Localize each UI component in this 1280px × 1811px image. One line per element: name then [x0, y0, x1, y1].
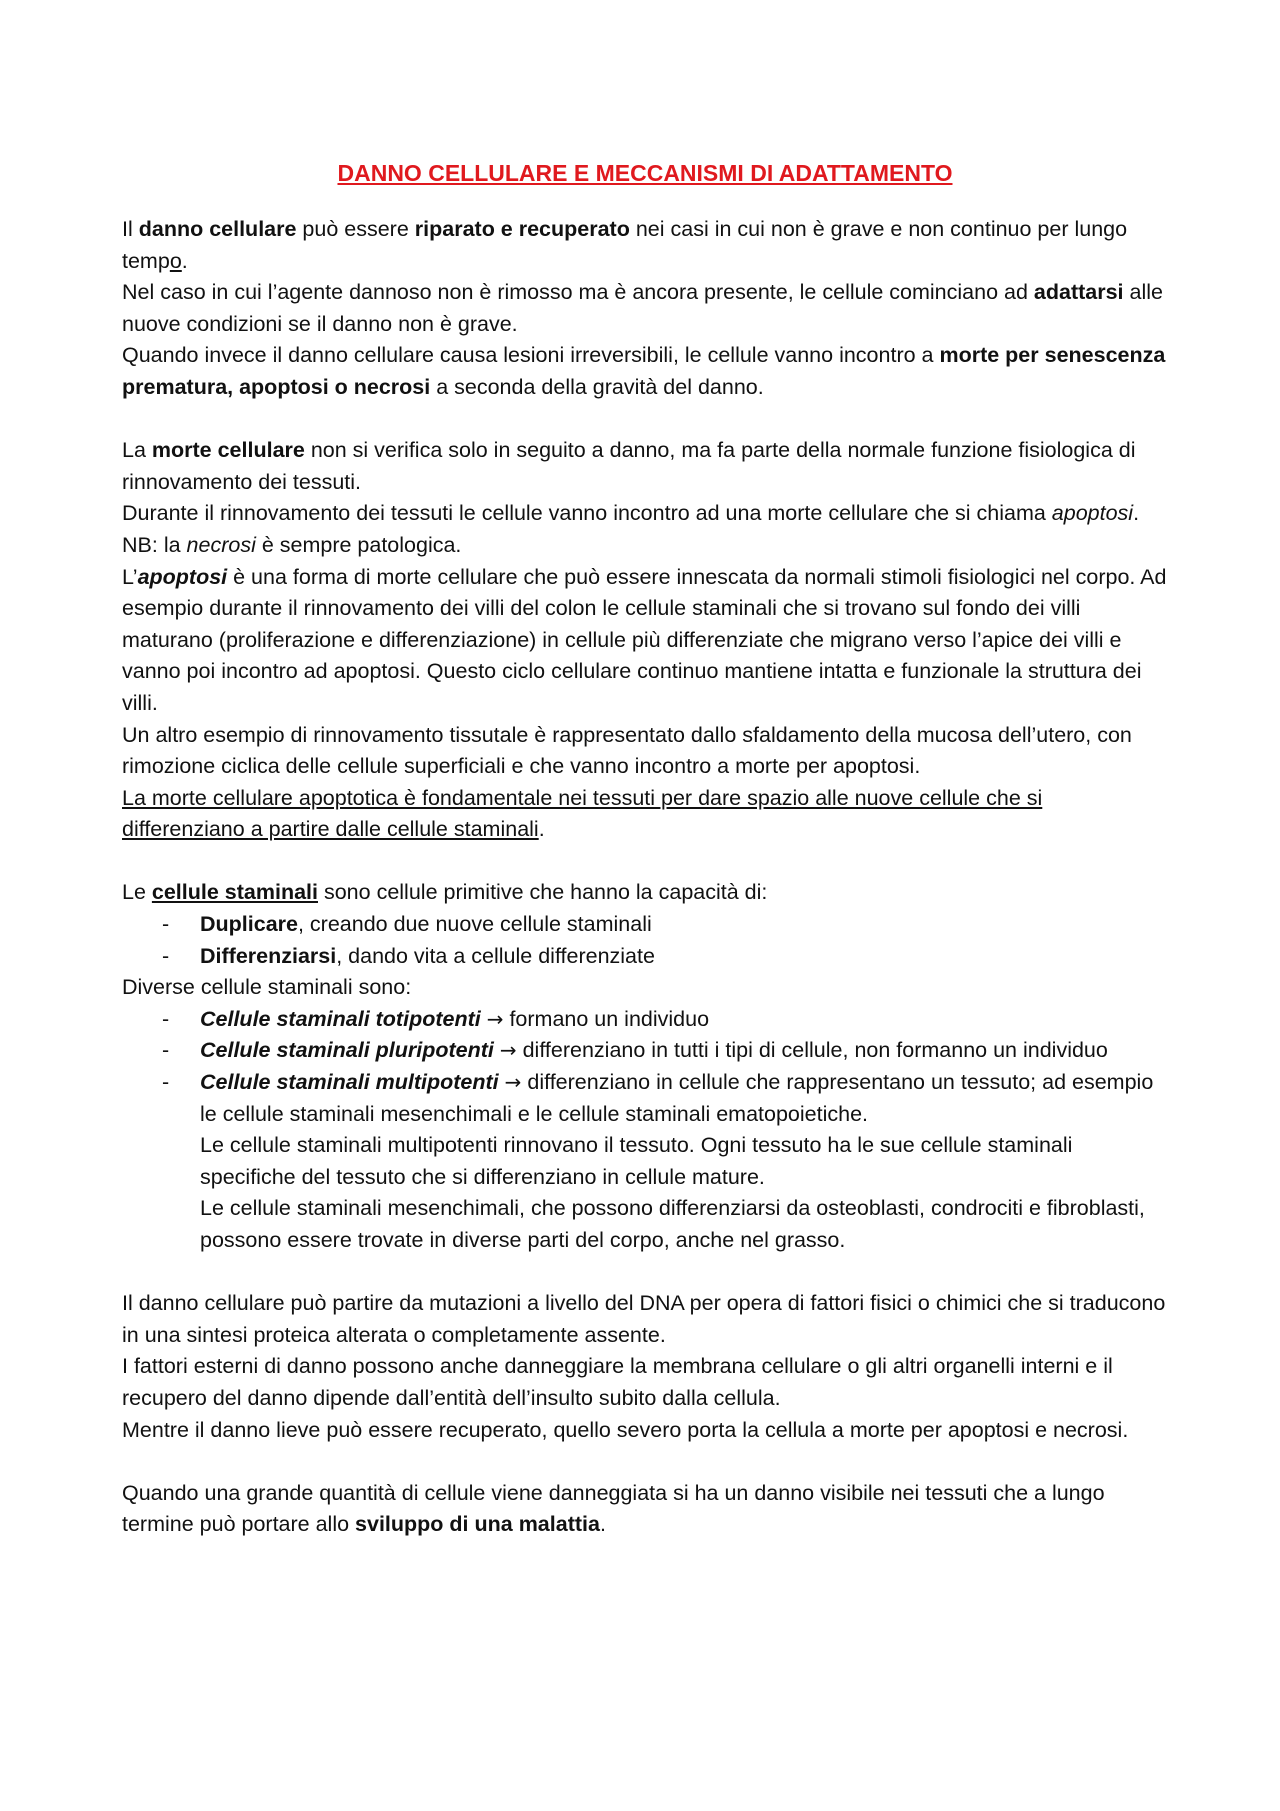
- text-run: può essere: [296, 217, 415, 241]
- text-run: sono cellule primitive che hanno la capacità di:: [318, 880, 768, 905]
- paragraph: Diverse cellule staminali sono:: [122, 975, 412, 1000]
- text-run: nei casi in cui non è grave e non continuo per lungo temp: [122, 217, 1128, 273]
- list-item: [162, 1067, 1168, 1257]
- text-run: a seconda della gravità del danno.: [430, 374, 764, 399]
- text-run: .: [538, 817, 545, 842]
- intro-section: [122, 214, 1168, 404]
- bold-underlined-term: cellule staminali: [151, 880, 318, 905]
- paragraph: [122, 1478, 1168, 1541]
- paragraph: Mentre il danno lieve può essere recuperato, quello severo porta la cellula a morte per apoptosi e necrosi.: [122, 1417, 1129, 1442]
- italic-term: necrosi: [186, 532, 256, 557]
- bold-term: morte per senescenza prematura, apoptosi o necrosi: [122, 343, 1166, 399]
- damage-causes-section: [122, 1288, 1168, 1446]
- list-item: [162, 909, 1168, 941]
- bold-term: morte cellulare: [151, 438, 305, 463]
- paragraph: [122, 877, 1168, 909]
- paragraph-gap: [122, 846, 1168, 878]
- bold-term: Duplicare: [200, 912, 298, 937]
- dash-bullet: -: [162, 1070, 170, 1095]
- list-item-continuation: Le cellule staminali mesenchimali, che possono differenziarsi da osteoblasti, condrociti e fibroblasti, possono essere trovate in diverse parti del corpo, anche nel grasso.: [200, 1196, 1145, 1252]
- bold-term: adattarsi: [1033, 280, 1124, 305]
- text-run: Il: [122, 217, 139, 241]
- conclusion-section: [122, 1478, 1168, 1541]
- stem-cell-types-list: [122, 1004, 1168, 1257]
- list-item: [162, 1004, 1168, 1036]
- text-run: è una forma di morte cellulare che può essere innescata da normali stimoli fisiologici nel corpo. Ad esempio durante il rinnovamento dei villi del colon le cellule staminali che si trovano sul fondo dei villi maturano (proliferazione e differenziazione) in cellule più differenziate che migrano verso l’apice dei villi e vanno poi incontro ad apoptosi. Questo ciclo cellulare continuo mantiene intatta e funzionale la struttura dei villi.: [122, 564, 1167, 715]
- paragraph-gap: [122, 404, 1168, 436]
- capability-list: [122, 909, 1168, 972]
- text-run: . NB: la: [122, 501, 1140, 557]
- paragraph: [122, 277, 1168, 340]
- text-run: è sempre patologica.: [255, 532, 462, 557]
- paragraph-gap: [122, 1446, 1168, 1478]
- text-run: differenziano in tutti i tipi di cellule, non formanno un individuo: [516, 1038, 1108, 1063]
- paragraph: [122, 214, 1168, 277]
- bold-term: danno cellulare: [138, 217, 297, 241]
- paragraph: Il danno cellulare può partire da mutazioni a livello del DNA per opera di fattori fisici o chimici che si traducono in una sintesi proteica alterata o completamente assente.: [122, 1291, 1166, 1347]
- text-run: L’: [122, 564, 138, 589]
- dash-bullet: -: [162, 1038, 170, 1063]
- paragraph: [122, 498, 1168, 561]
- text-run: differenziano in cellule che rappresentano un tessuto; ad esempio le cellule staminali mesenchimali e le cellule staminali ematopoietiche.: [200, 1070, 1154, 1126]
- arrow-right-icon: →: [499, 1038, 517, 1063]
- text-run: alle nuove condizioni se il danno non è grave.: [122, 280, 1163, 336]
- paragraph: [122, 340, 1168, 403]
- bold-term: sviluppo di una malattia: [355, 1512, 600, 1537]
- dash-bullet: -: [162, 943, 170, 968]
- paragraph: Un altro esempio di rinnovamento tissutale è rappresentato dallo sfaldamento della mucosa dell’utero, con rimozione ciclica delle cellule superficiali e che vanno incontro a morte per apoptosi.: [122, 722, 1132, 779]
- document-title: DANNO CELLULARE E MECCANISMI DI ADATTAMENTO: [337, 160, 953, 186]
- list-item: [162, 1035, 1168, 1067]
- arrow-right-icon: →: [504, 1070, 522, 1095]
- text-run: .: [599, 1512, 606, 1537]
- text-run: Le: [122, 880, 152, 905]
- bold-italic-term: apoptosi: [137, 564, 228, 589]
- text-run: Quando invece il danno cellulare causa lesioni irreversibili, le cellule vanno incontro a: [122, 343, 940, 368]
- stem-cells-section: [122, 877, 1168, 1256]
- dash-bullet: -: [162, 1006, 170, 1031]
- underlined-text: o: [169, 248, 182, 273]
- text-run: Nel caso in cui l’agente dannoso non è rimosso ma è ancora presente, le cellule cominciano ad: [122, 280, 1034, 305]
- bold-term: Differenziarsi: [200, 943, 337, 968]
- paragraph: [122, 783, 1168, 846]
- dash-bullet: -: [162, 912, 170, 937]
- paragraph: [122, 435, 1168, 498]
- text-run: , creando due nuove cellule staminali: [297, 912, 652, 937]
- arrow-right-icon: →: [486, 1006, 504, 1031]
- bold-italic-term: Cellule staminali totipotenti: [200, 1006, 481, 1031]
- text-run: .: [181, 248, 188, 273]
- list-item: [162, 941, 1168, 973]
- text-run: non si verifica solo in seguito a danno, ma fa parte della normale funzione fisiologica di rinnovamento dei tessuti.: [122, 438, 1136, 494]
- list-item-continuation: Le cellule staminali multipotenti rinnovano il tessuto. Ogni tessuto ha le sue cellule staminali specifiche del tessuto che si differenziano in cellule mature.: [200, 1133, 1073, 1189]
- bold-term: riparato e recuperato: [414, 217, 630, 241]
- paragraph: I fattori esterni di danno possono anche danneggiare la membrana cellulare o gli altri organelli interni e il recupero del danno dipende dall’entità dell’insulto subito dalla cellula.: [122, 1354, 1113, 1410]
- text-run: Durante il rinnovamento dei tessuti le cellule vanno incontro ad una morte cellulare che si chiama: [122, 501, 1052, 526]
- text-run: La: [122, 438, 152, 463]
- underlined-text: La morte cellulare apoptotica è fondamentale nei tessuti per dare spazio alle nuove cellule che si differenziano a partire dalle cellule staminali: [122, 785, 1043, 842]
- bold-italic-term: Cellule staminali pluripotenti: [200, 1038, 494, 1063]
- text-run: Quando una grande quantità di cellule viene danneggiata si ha un danno visibile nei tessuti che a lungo termine può portare allo: [122, 1480, 1105, 1537]
- paragraph: [122, 562, 1168, 720]
- italic-term: apoptosi: [1051, 501, 1134, 526]
- cell-death-section: [122, 435, 1168, 846]
- bold-italic-term: Cellule staminali multipotenti: [200, 1070, 499, 1095]
- paragraph-gap: [122, 1257, 1168, 1289]
- text-run: , dando vita a cellule differenziate: [336, 943, 655, 968]
- text-run: formano un individuo: [503, 1006, 710, 1031]
